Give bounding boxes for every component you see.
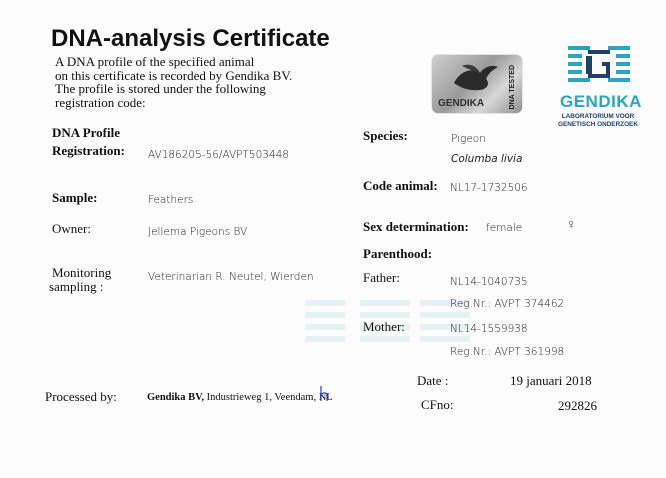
monitoring-label: Monitoring <box>52 265 112 280</box>
father-label: Father: <box>363 270 400 285</box>
gendika-logo-icon <box>568 44 630 90</box>
dna-profile-label: DNA Profile <box>52 125 120 140</box>
registration-value: AV186205-56/AVPT503448 <box>148 149 289 161</box>
pigeon-icon <box>450 61 502 95</box>
owner-label: Owner: <box>52 221 91 236</box>
logo-sub-line: GENETISCH ONDERZOEK <box>558 121 638 128</box>
intro-line: on this certificate is recorded by Gendika BV. <box>55 67 293 83</box>
stamp-brand: GENDIKA <box>438 98 485 109</box>
owner-value: Jellema Pigeons BV <box>148 226 248 238</box>
certificate-title: DNA-analysis Certificate <box>51 25 330 52</box>
date-label: Date : <box>417 373 449 388</box>
sex-determination-label: Sex determination: <box>363 219 469 234</box>
sample-value: Feathers <box>148 194 194 206</box>
signature-mark <box>318 385 330 403</box>
processed-address: Industrieweg 1, Veendam, NL <box>204 392 333 403</box>
cfno-label: CFno: <box>421 397 454 412</box>
code-animal-label: Code animal: <box>363 178 438 193</box>
date-value: 19 januari 2018 <box>510 373 592 388</box>
parenthood-label: Parenthood: <box>363 246 433 261</box>
stamp-dna-tested: DNA TESTED <box>509 65 516 110</box>
father-reg: Reg.Nr.: AVPT 374462 <box>450 298 565 310</box>
mother-label: Mother: <box>363 319 405 334</box>
species-label: Species: <box>363 128 408 143</box>
sex-value: female <box>486 222 523 234</box>
intro-line: The profile is stored under the following <box>55 81 266 96</box>
father-code: NL14-1040735 <box>450 276 528 288</box>
monitoring-value: Veterinarian R. Neutel, Wierden <box>148 271 314 283</box>
intro-line: registration code: <box>55 94 146 110</box>
gendika-logo-subtitle <box>556 113 640 129</box>
dna-tested-stamp <box>432 55 522 113</box>
species-common: Pigeon <box>451 133 486 145</box>
monitoring-label-2: sampling : <box>49 279 104 294</box>
intro-text <box>55 55 292 109</box>
mother-code: NL14-1559938 <box>450 323 528 335</box>
gendika-logo-name: GENDIKA <box>560 92 642 111</box>
processed-by-value <box>147 392 333 403</box>
sample-label: Sample: <box>52 190 98 205</box>
mother-reg: Reg.Nr.: AVPT 361998 <box>450 346 565 358</box>
species-latin: Columba livia <box>451 153 523 165</box>
female-symbol-icon: ♀ <box>566 218 577 233</box>
cfno-value: 292826 <box>558 398 597 413</box>
registration-label: Registration: <box>52 143 125 158</box>
code-animal-value: NL17-1732506 <box>450 182 528 194</box>
intro-line: A DNA profile of the specified animal <box>55 54 255 69</box>
logo-sub-line: LABORATORIUM VOOR <box>561 113 635 120</box>
processed-company: Gendika BV, <box>147 392 204 403</box>
processed-by-label: Processed by: <box>45 389 117 404</box>
